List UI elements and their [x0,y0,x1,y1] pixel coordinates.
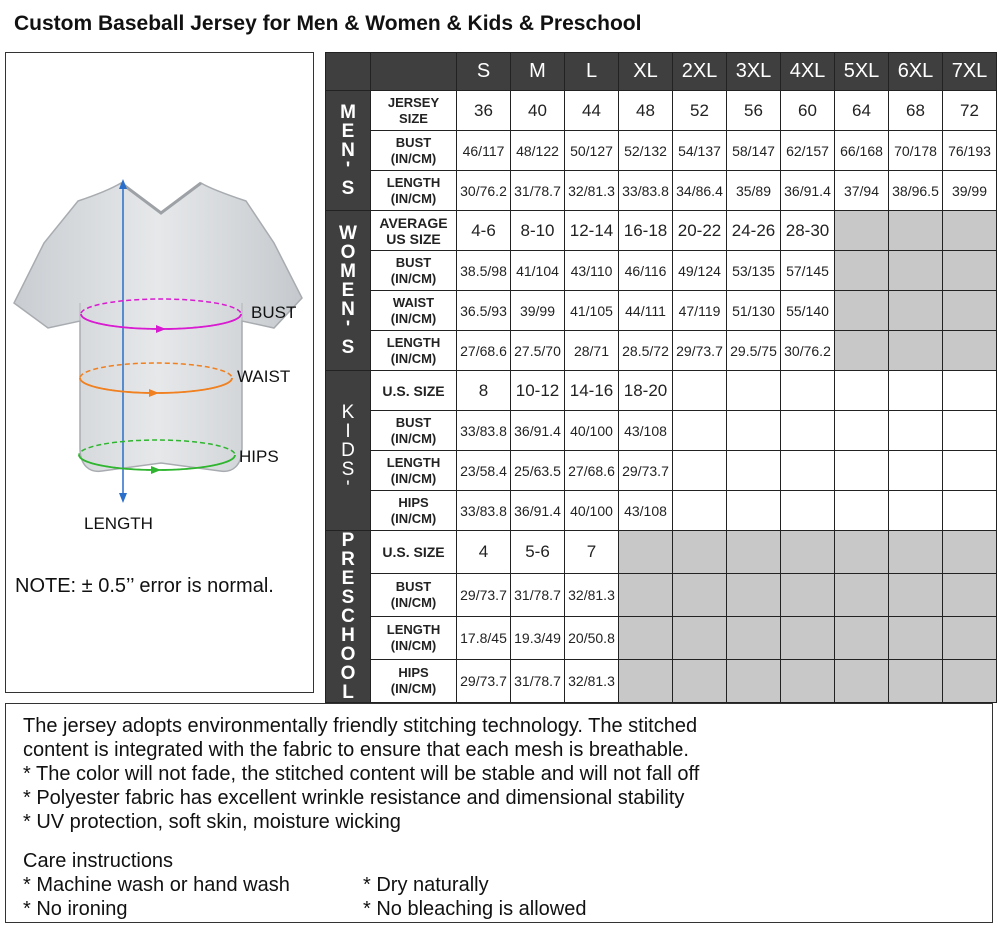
size-value-cell: 4-6 [457,211,511,251]
description-line: * UV protection, soft skin, moisture wicking [23,811,401,833]
product-info-box [5,703,993,923]
empty-cell [835,491,889,531]
description-line: * The color will not fade, the stitched content will be stable and will not fall off [23,763,700,785]
size-value-cell: 41/104 [511,251,565,291]
size-value-cell: 4 [457,531,511,574]
kids-row [326,491,997,531]
kids-row [326,451,997,491]
size-value-cell: 52/132 [619,131,673,171]
size-value-cell: 31/78.7 [511,574,565,617]
bust-label: BUST [251,303,297,322]
preschool-row [326,531,997,574]
empty-cell [835,291,889,331]
preschool-row [326,660,997,703]
header-label-corner [371,53,457,91]
size-value-cell: 49/124 [673,251,727,291]
size-value-cell: 52 [673,91,727,131]
size-value-cell: 29/73.7 [457,660,511,703]
care-title: Care instructions [23,850,174,872]
size-value-cell: 32/81.3 [565,171,619,211]
empty-cell [673,660,727,703]
size-value-cell: 57/145 [781,251,835,291]
length-arrow-bottom [119,493,127,503]
empty-cell [835,574,889,617]
header-corner [326,53,371,91]
empty-cell [781,451,835,491]
care-block [23,849,992,921]
row-label: AVERAGE US SIZE [371,211,457,251]
empty-cell [727,411,781,451]
empty-cell [835,660,889,703]
size-header: M [511,53,565,91]
size-value-cell: 14-16 [565,371,619,411]
row-label: U.S. SIZE [371,531,457,574]
empty-cell [889,291,943,331]
size-value-cell: 43/108 [619,491,673,531]
size-value-cell: 64 [835,91,889,131]
empty-cell [835,531,889,574]
empty-cell [835,251,889,291]
size-value-cell: 30/76.2 [457,171,511,211]
row-label: LENGTH (IN/CM) [371,617,457,660]
length-label: LENGTH [84,514,153,533]
size-value-cell: 18-20 [619,371,673,411]
size-value-cell: 47/119 [673,291,727,331]
size-value-cell: 28-30 [781,211,835,251]
row-label: BUST (IN/CM) [371,131,457,171]
size-value-cell: 44 [565,91,619,131]
size-value-cell: 31/78.7 [511,660,565,703]
size-value-cell: 34/86.4 [673,171,727,211]
size-value-cell: 48/122 [511,131,565,171]
empty-cell [673,371,727,411]
size-value-cell: 37/94 [835,171,889,211]
empty-cell [889,574,943,617]
size-value-cell: 8-10 [511,211,565,251]
empty-cell [889,531,943,574]
size-value-cell: 36.5/93 [457,291,511,331]
care-item: * No ironing [23,898,128,920]
care-item: * Machine wash or hand wash [23,874,290,896]
size-value-cell: 36/91.4 [781,171,835,211]
empty-cell [781,411,835,451]
empty-cell [889,617,943,660]
empty-cell [889,371,943,411]
measurement-note: NOTE: ± 0.5’’ error is normal. [15,575,274,597]
empty-cell [889,211,943,251]
empty-cell [835,371,889,411]
row-label: BUST (IN/CM) [371,574,457,617]
size-value-cell: 25/63.5 [511,451,565,491]
size-value-cell: 29/73.7 [673,331,727,371]
size-header: S [457,53,511,91]
size-value-cell: 44/111 [619,291,673,331]
size-value-cell: 48 [619,91,673,131]
empty-cell [889,331,943,371]
size-value-cell: 28/71 [565,331,619,371]
womens-row [326,251,997,291]
empty-cell [781,574,835,617]
empty-cell [835,211,889,251]
size-value-cell: 43/110 [565,251,619,291]
empty-cell [943,660,997,703]
hips-arrow [151,466,161,474]
size-value-cell: 60 [781,91,835,131]
empty-cell [673,451,727,491]
empty-cell [943,331,997,371]
size-value-cell: 36/91.4 [511,491,565,531]
size-value-cell: 33/83.8 [457,411,511,451]
empty-cell [943,291,997,331]
empty-cell [835,331,889,371]
description-line: content is integrated with the fabric to ensure that each mesh is breathable. [23,739,689,761]
empty-cell [619,617,673,660]
description-line: The jersey adopts environmentally friendly stitching technology. The stitched [23,715,698,737]
empty-cell [943,451,997,491]
empty-cell [943,251,997,291]
size-value-cell: 70/178 [889,131,943,171]
size-value-cell: 38.5/98 [457,251,511,291]
empty-cell [889,491,943,531]
kids-row [326,411,997,451]
size-value-cell: 50/127 [565,131,619,171]
size-value-cell: 41/105 [565,291,619,331]
size-value-cell: 40 [511,91,565,131]
empty-cell [673,491,727,531]
description-block [23,714,992,834]
empty-cell [673,411,727,451]
size-header: 5XL [835,53,889,91]
row-label: WAIST (IN/CM) [371,291,457,331]
size-value-cell: 62/157 [781,131,835,171]
size-value-cell: 27.5/70 [511,331,565,371]
row-label: BUST (IN/CM) [371,411,457,451]
waist-label: WAIST [237,367,291,386]
size-value-cell: 72 [943,91,997,131]
empty-cell [727,531,781,574]
size-header: 2XL [673,53,727,91]
row-label: LENGTH (IN/CM) [371,451,457,491]
size-value-cell: 33/83.8 [619,171,673,211]
empty-cell [781,491,835,531]
size-value-cell: 12-14 [565,211,619,251]
womens-row [326,211,997,251]
empty-cell [943,491,997,531]
empty-cell [943,531,997,574]
size-value-cell: 16-18 [619,211,673,251]
empty-cell [781,371,835,411]
size-value-cell: 39/99 [511,291,565,331]
size-value-cell: 5-6 [511,531,565,574]
empty-cell [889,451,943,491]
size-value-cell: 33/83.8 [457,491,511,531]
womens-group-label: W O M E N ' S [326,211,371,371]
size-value-cell: 23/58.4 [457,451,511,491]
size-value-cell: 7 [565,531,619,574]
size-value-cell: 53/135 [727,251,781,291]
empty-cell [835,617,889,660]
preschool-group-label: P R E S C H O O L [326,531,371,703]
empty-cell [943,574,997,617]
empty-cell [943,371,997,411]
size-value-cell: 20/50.8 [565,617,619,660]
empty-cell [673,617,727,660]
size-value-cell: 20-22 [673,211,727,251]
size-value-cell: 32/81.3 [565,574,619,617]
preschool-row [326,617,997,660]
size-value-cell: 38/96.5 [889,171,943,211]
row-label: HIPS (IN/CM) [371,491,457,531]
size-chart-table [325,52,997,703]
empty-cell [943,211,997,251]
kids-group-label: K I D S ' [326,371,371,531]
kids-row [326,371,997,411]
mens-row [326,171,997,211]
size-header: L [565,53,619,91]
size-value-cell: 46/117 [457,131,511,171]
empty-cell [727,491,781,531]
size-value-cell: 28.5/72 [619,331,673,371]
size-value-cell: 29/73.7 [457,574,511,617]
row-label: LENGTH (IN/CM) [371,331,457,371]
row-label: BUST (IN/CM) [371,251,457,291]
row-label: LENGTH (IN/CM) [371,171,457,211]
empty-cell [781,531,835,574]
empty-cell [727,574,781,617]
size-value-cell: 51/130 [727,291,781,331]
empty-cell [727,371,781,411]
size-value-cell: 54/137 [673,131,727,171]
mens-row [326,91,997,131]
size-value-cell: 43/108 [619,411,673,451]
row-label: JERSEY SIZE [371,91,457,131]
size-value-cell: 46/116 [619,251,673,291]
empty-cell [619,660,673,703]
empty-cell [727,451,781,491]
empty-cell [727,617,781,660]
size-header: XL [619,53,673,91]
size-value-cell: 58/147 [727,131,781,171]
size-value-cell: 56 [727,91,781,131]
size-header: 3XL [727,53,781,91]
size-value-cell: 76/193 [943,131,997,171]
womens-row [326,291,997,331]
size-value-cell: 24-26 [727,211,781,251]
size-value-cell: 68 [889,91,943,131]
size-header: 6XL [889,53,943,91]
jersey-measurement-diagram [5,52,314,693]
womens-row [326,331,997,371]
size-value-cell: 27/68.6 [565,451,619,491]
empty-cell [619,574,673,617]
size-value-cell: 27/68.6 [457,331,511,371]
size-value-cell: 36/91.4 [511,411,565,451]
size-value-cell: 40/100 [565,491,619,531]
size-value-cell: 30/76.2 [781,331,835,371]
row-label: U.S. SIZE [371,371,457,411]
empty-cell [781,660,835,703]
size-value-cell: 39/99 [943,171,997,211]
size-value-cell: 8 [457,371,511,411]
description-line: * Polyester fabric has excellent wrinkle resistance and dimensional stability [23,787,685,809]
size-value-cell: 19.3/49 [511,617,565,660]
hips-label: HIPS [239,447,279,466]
preschool-row [326,574,997,617]
page-title: Custom Baseball Jersey for Men & Women & Kids & Preschool [14,12,642,35]
empty-cell [835,451,889,491]
size-value-cell: 17.8/45 [457,617,511,660]
size-header: 7XL [943,53,997,91]
empty-cell [943,617,997,660]
empty-cell [673,574,727,617]
mens-row [326,131,997,171]
empty-cell [835,411,889,451]
size-value-cell: 31/78.7 [511,171,565,211]
size-value-cell: 55/140 [781,291,835,331]
empty-cell [781,617,835,660]
size-value-cell: 40/100 [565,411,619,451]
size-value-cell: 66/168 [835,131,889,171]
empty-cell [673,531,727,574]
row-label: HIPS (IN/CM) [371,660,457,703]
size-header: 4XL [781,53,835,91]
empty-cell [943,411,997,451]
care-item: * Dry naturally [363,874,489,896]
empty-cell [889,411,943,451]
size-value-cell: 35/89 [727,171,781,211]
mens-group-label: M E N ' S [326,91,371,211]
empty-cell [889,251,943,291]
size-value-cell: 29/73.7 [619,451,673,491]
empty-cell [889,660,943,703]
size-value-cell: 29.5/75 [727,331,781,371]
size-header-row [326,53,997,91]
size-value-cell: 32/81.3 [565,660,619,703]
empty-cell [619,531,673,574]
empty-cell [727,660,781,703]
size-value-cell: 10-12 [511,371,565,411]
care-item: * No bleaching is allowed [363,898,587,920]
size-value-cell: 36 [457,91,511,131]
